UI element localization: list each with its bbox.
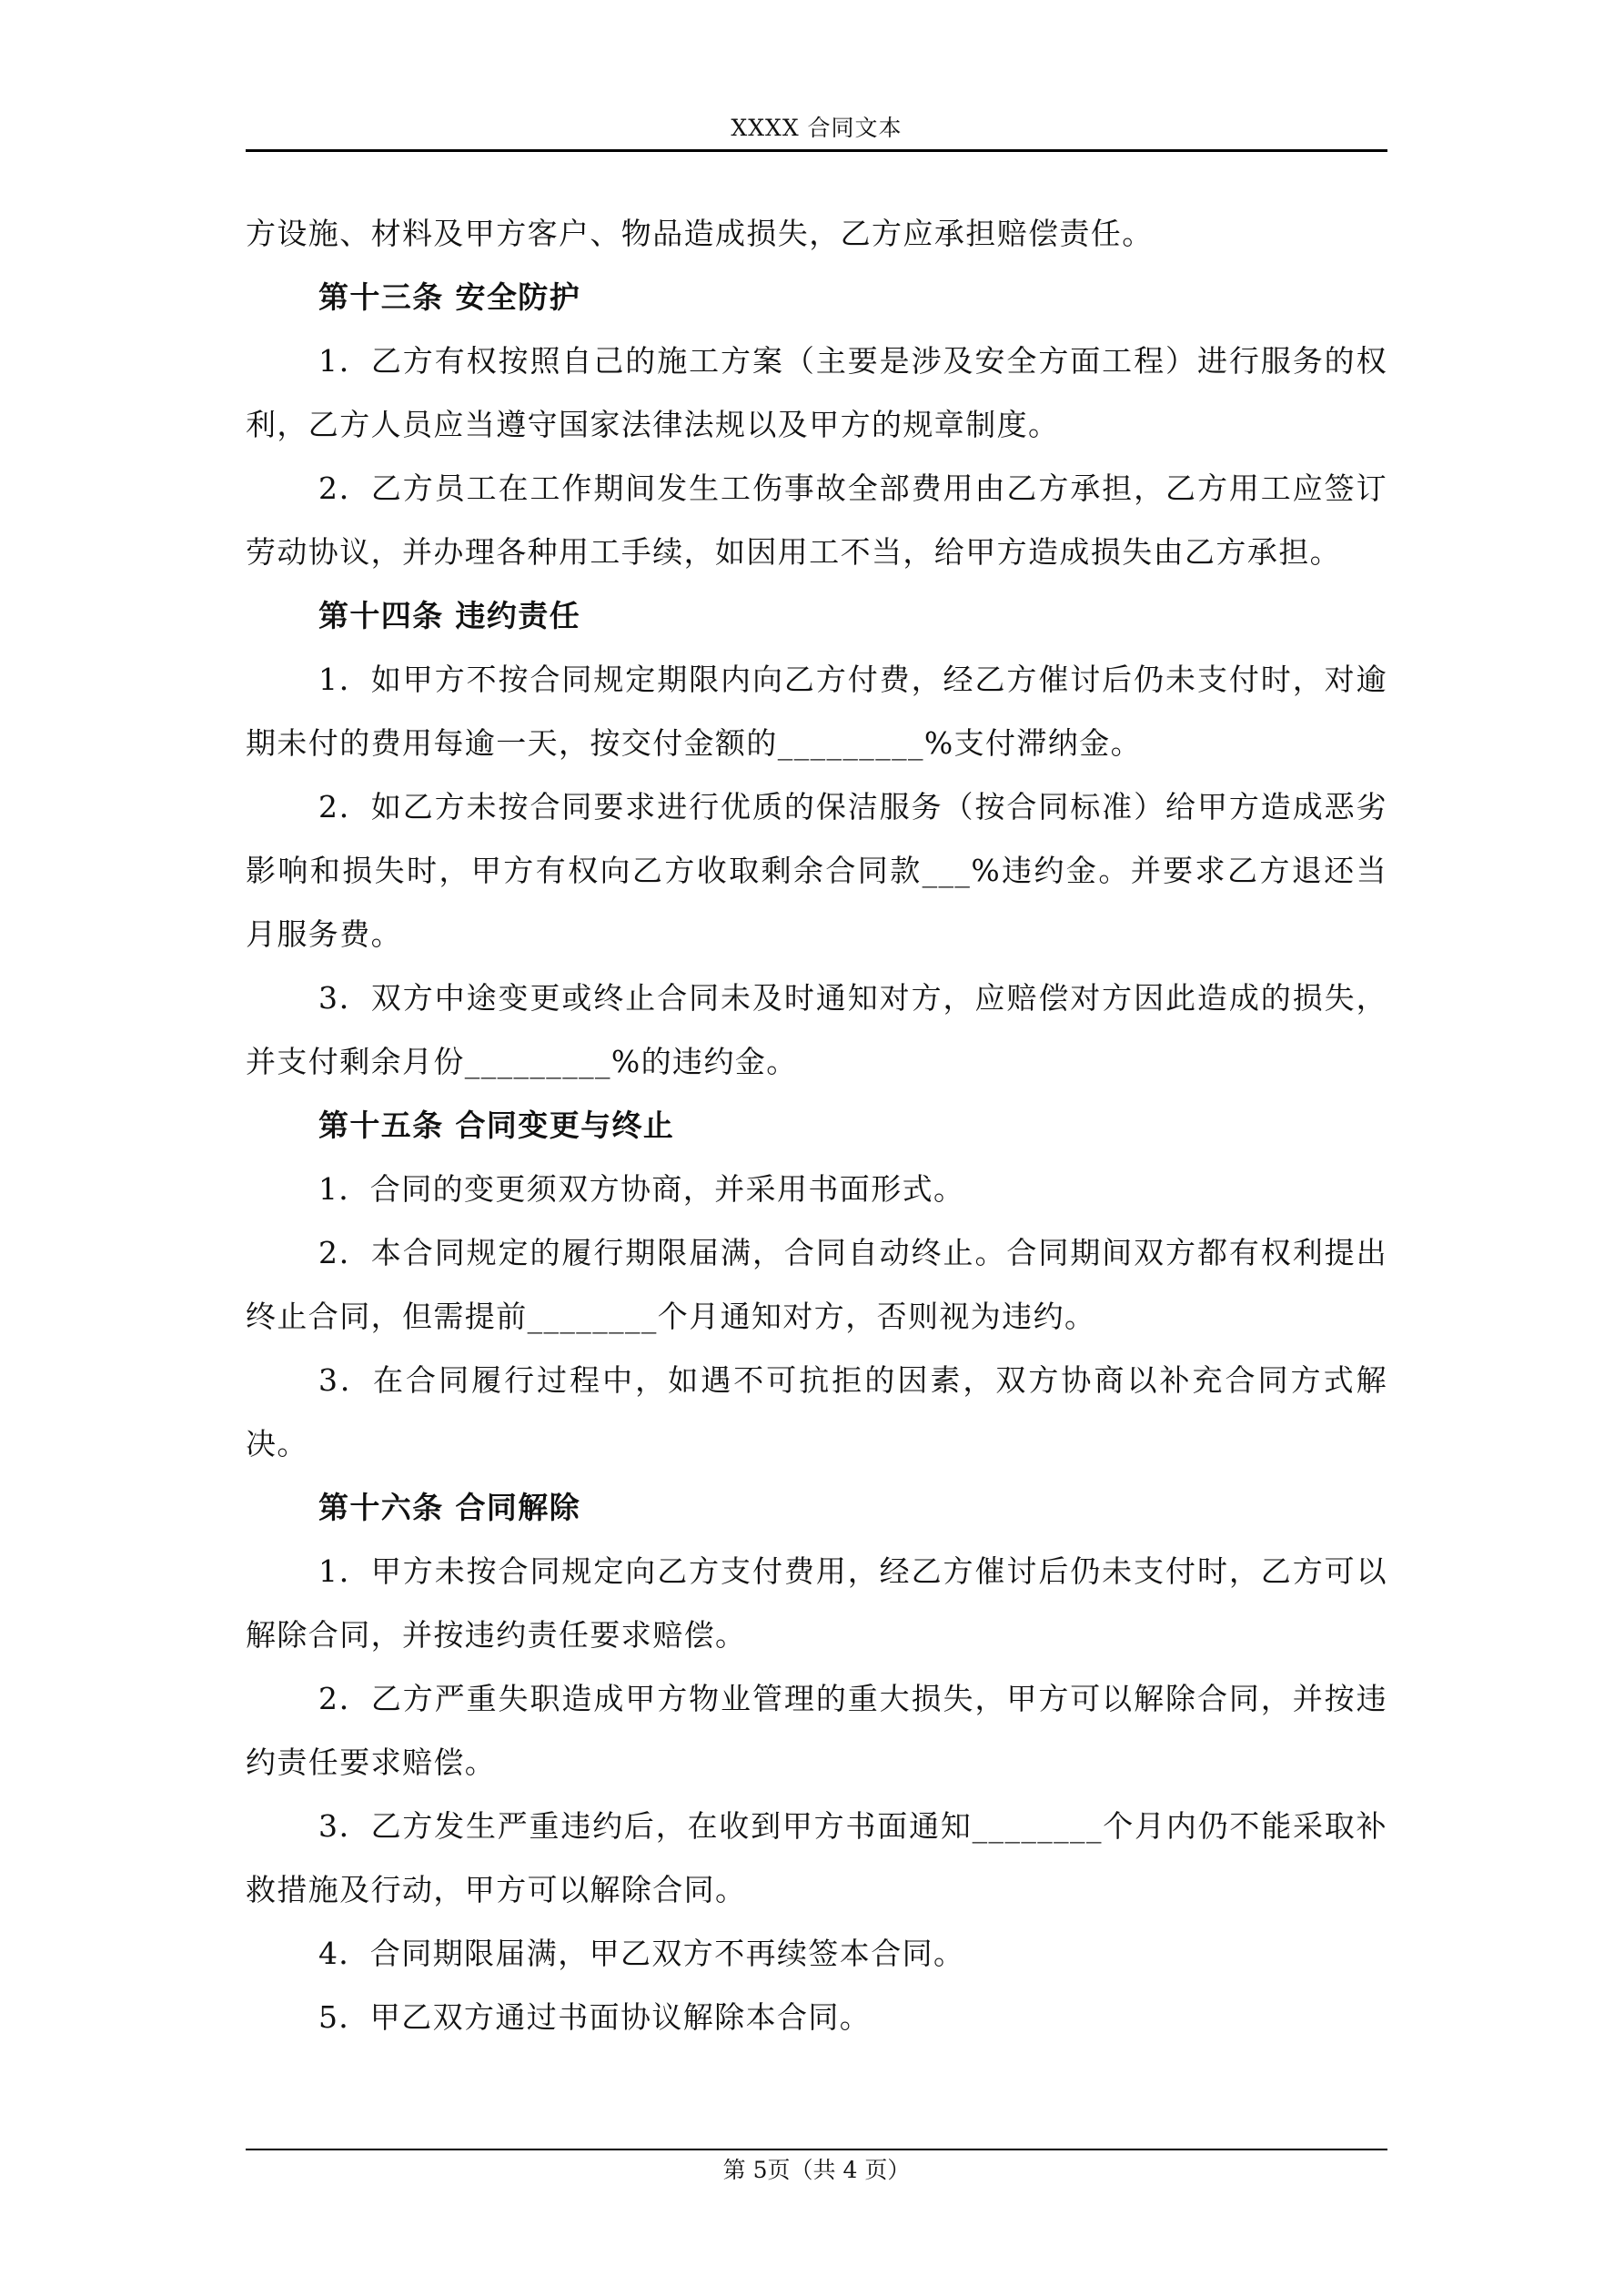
document-body [246,202,1387,2049]
article-14-clause-2: 2．如乙方未按合同要求进行优质的保洁服务（按合同标准）给甲方造成恶劣影响和损失时，甲方有权向乙方收取剩余合同款___%违约金。并要求乙方退还当月服务费。 [246,789,1387,952]
article-13-heading: 第十三条 安全防护 [318,279,581,315]
article-15-clause-2: 2．本合同规定的履行期限届满，合同自动终止。合同期间双方都有权利提出终止合同，但需提前________个月通知对方，否则视为违约。 [246,1235,1387,1334]
article-16-heading: 第十六条 合同解除 [318,1490,581,1525]
page-header-title: XXXX 合同文本 [731,115,903,141]
article-15-heading: 第十五条 合同变更与终止 [318,1108,675,1143]
article-16-clause-2: 2．乙方严重失职造成甲方物业管理的重大损失，甲方可以解除合同，并按违约责任要求赔偿。 [246,1681,1387,1780]
article-16-clause-4: 4．合同期限届满，甲乙双方不再续签本合同。 [318,1936,965,1971]
article-13-clause-1: 1．乙方有权按照自己的施工方案（主要是涉及安全方面工程）进行服务的权利，乙方人员应当遵守国家法律法规以及甲方的规章制度。 [246,343,1387,442]
article-14-clause-1: 1．如甲方不按合同规定期限内向乙方付费，经乙方催讨后仍未支付时，对逾期未付的费用每逾一天，按交付金额的_________%支付滞纳金。 [246,662,1387,761]
header-rule [246,149,1387,152]
article-15-clause-3: 3．在合同履行过程中，如遇不可抗拒的因素，双方协商以补充合同方式解决。 [246,1362,1387,1462]
article-16-clause-5: 5．甲乙双方通过书面协议解除本合同。 [318,1999,872,2035]
article-14-heading: 第十四条 违约责任 [318,598,581,633]
article-16-clause-3: 3．乙方发生严重违约后，在收到甲方书面通知________个月内仍不能采取补救措施及行动，甲方可以解除合同。 [246,1808,1387,1907]
article-16-clause-1: 1．甲方未按合同规定向乙方支付费用，经乙方催讨后仍未支付时，乙方可以解除合同，并按违约责任要求赔偿。 [246,1553,1387,1653]
article-13-clause-2: 2．乙方员工在工作期间发生工伤事故全部费用由乙方承担，乙方用工应签订劳动协议，并办理各种用工手续，如因用工不当，给甲方造成损失由乙方承担。 [246,470,1387,570]
continued-paragraph: 方设施、材料及甲方客户、物品造成损失，乙方应承担赔偿责任。 [246,216,1154,251]
footer-rule [246,2149,1387,2150]
article-15-clause-1: 1．合同的变更须双方协商，并采用书面形式。 [318,1171,965,1207]
article-14-clause-3: 3．双方中途变更或终止合同未及时通知对方，应赔偿对方因此造成的损失，并支付剩余月份_________%的违约金。 [246,980,1387,1079]
page-number: 第 5页（共 4 页） [722,2157,911,2183]
